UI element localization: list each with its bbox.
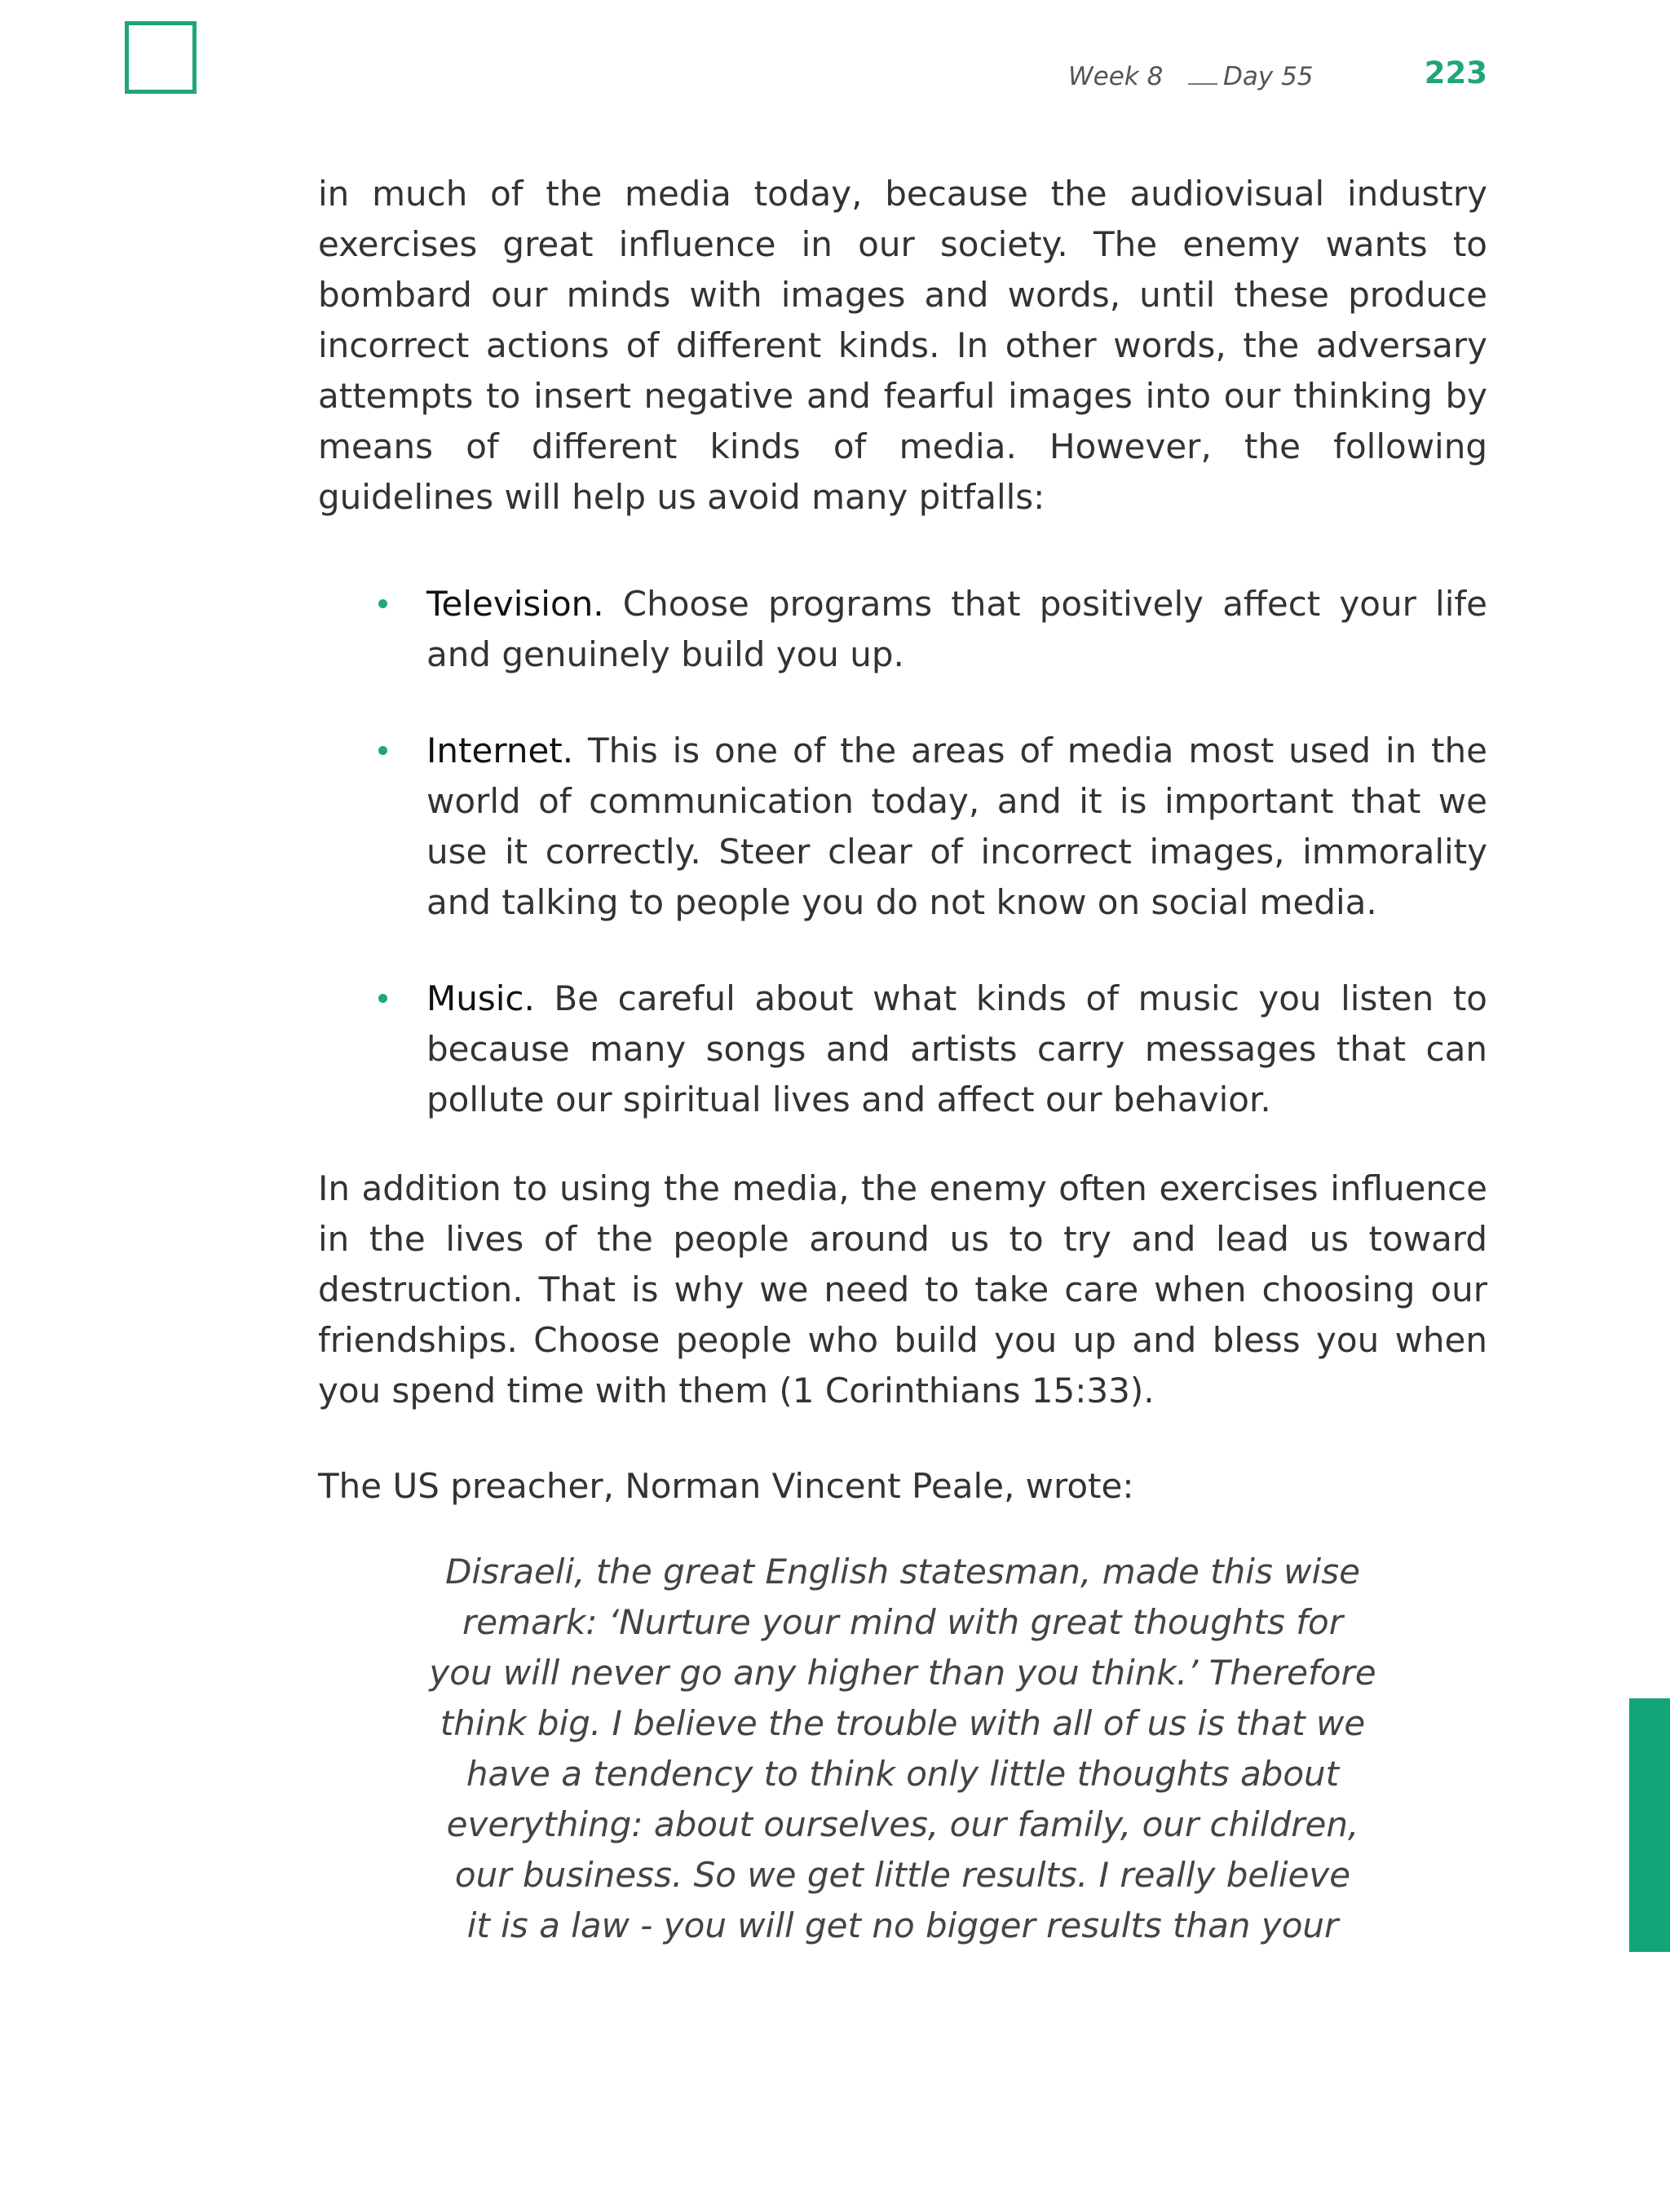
bullet-icon bbox=[378, 746, 387, 755]
bullet-text: Be careful about what kinds of music you listen to because many songs and artists carry messages that can pollute our spiritual lives and affect our behavior. bbox=[426, 978, 1487, 1119]
bullet-icon bbox=[378, 599, 387, 608]
quote-line: our business. So we get little results. I really believe bbox=[454, 1855, 1351, 1895]
quote-line: think big. I believe the trouble with all of us is that we bbox=[440, 1703, 1366, 1743]
page-number: 223 bbox=[1424, 55, 1487, 91]
quote-intro-paragraph: The US preacher, Norman Vincent Peale, wrote: bbox=[318, 1466, 1134, 1506]
list-item bbox=[318, 726, 1487, 928]
bullet-icon bbox=[378, 994, 387, 1003]
block-quote bbox=[416, 1547, 1389, 1951]
quote-line: remark: ‘Nurture your mind with great thoughts for bbox=[462, 1602, 1343, 1642]
intro-paragraph: in much of the media today, because the audiovisual industry exercises great influence in our society. The enemy wants to bombard our minds with images and words, until these produce incorrect actions of different kinds. In other words, the adversary attempts to insert negative and fearful images into our thinking by means of different kinds of media. However, the following guidelines will help us avoid many pitfalls: bbox=[318, 174, 1487, 517]
header-separator bbox=[1188, 83, 1217, 85]
header-day: Day 55 bbox=[1223, 62, 1314, 91]
bullet-text: This is one of the areas of media most used in the world of communication today, and it is important that we use it correctly. Steer clear of incorrect images, immorality and talking to people you do not know on social media. bbox=[426, 731, 1487, 922]
media-guidelines-list bbox=[318, 579, 1487, 1171]
friendships-paragraph: In addition to using the media, the enemy often exercises influence in the lives of the people around us to try and lead us toward destruction. That is why we need to take care when choosing our friendships. Choose people who build you up and bless you when you spend time with them (1 Corinthians 15:33). bbox=[318, 1168, 1487, 1411]
running-header bbox=[1019, 54, 1487, 103]
corner-square-icon bbox=[125, 21, 197, 94]
bullet-term: Television. bbox=[426, 584, 604, 624]
list-item bbox=[318, 579, 1487, 680]
bullet-text: Choose programs that positively affect your life and genuinely build you up. bbox=[426, 584, 1487, 674]
list-item bbox=[318, 974, 1487, 1125]
bullet-term: Music. bbox=[426, 978, 535, 1018]
quote-line: it is a law - you will get no bigger results than your bbox=[466, 1905, 1339, 1945]
quote-line: you will never go any higher than you think.’ Therefore bbox=[429, 1653, 1376, 1693]
quote-line: Disraeli, the great English statesman, made this wise bbox=[445, 1552, 1360, 1592]
chapter-side-tab bbox=[1629, 1698, 1670, 1952]
quote-line: everything: about ourselves, our family, our children, bbox=[446, 1804, 1359, 1844]
bullet-term: Internet. bbox=[426, 731, 574, 770]
header-week: Week 8 bbox=[1068, 62, 1164, 91]
quote-line: have a tendency to think only little thoughts about bbox=[466, 1754, 1340, 1794]
